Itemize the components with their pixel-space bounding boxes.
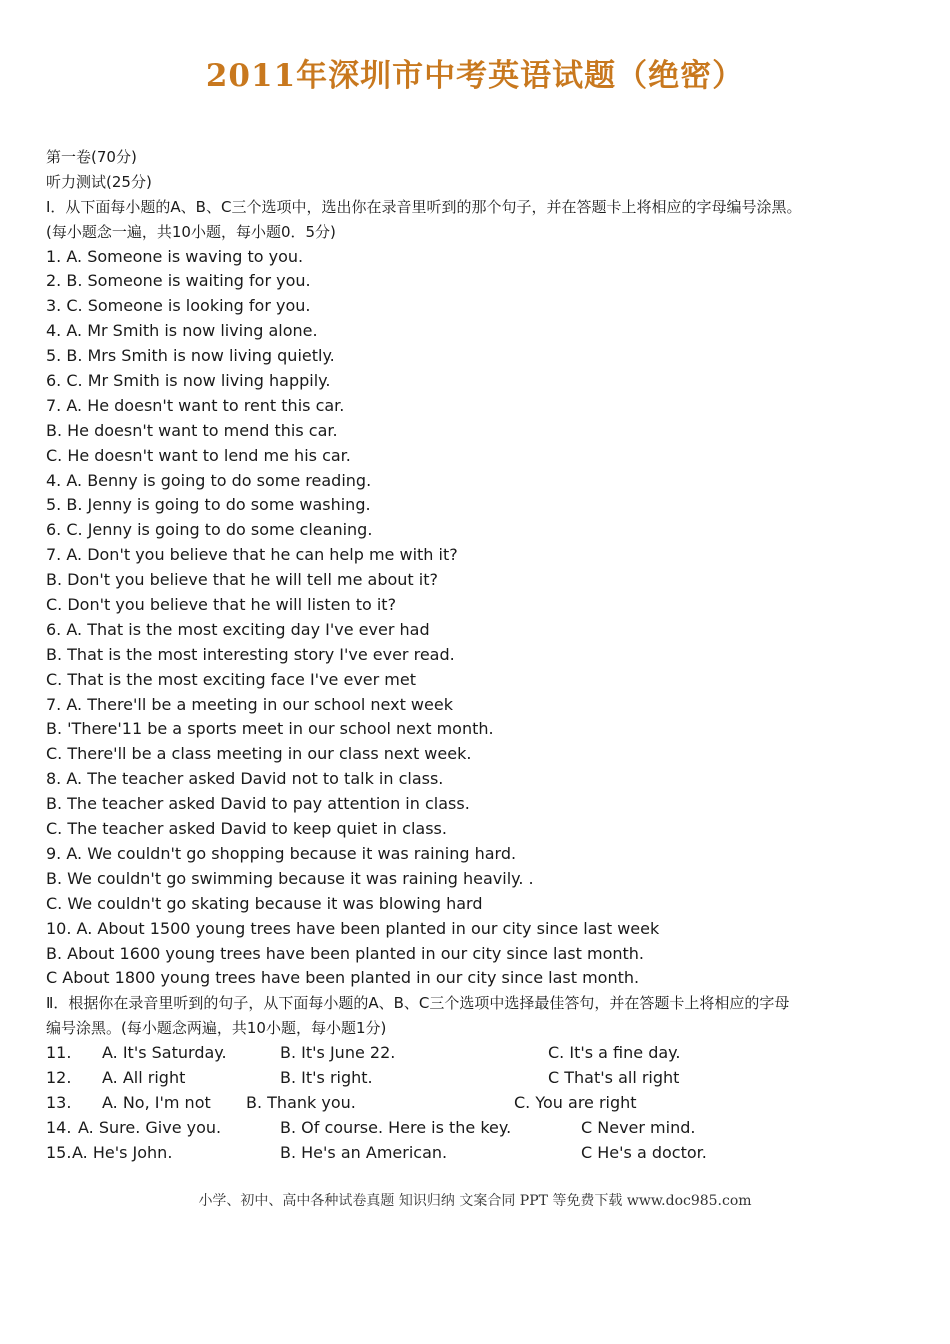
question-line: C. There'll be a class meeting in our class next week. [46,744,472,764]
option-c: C Never mind. [581,1117,696,1137]
answer-row [46,1041,916,1066]
option-b: B. He's an American. [280,1142,448,1162]
question-line: C About 1800 young trees have been planted in our city since last month. [46,968,640,988]
answer-row [46,1066,916,1091]
question-line: 7. A. He doesn't want to rent this car. [46,395,345,415]
question-line: 5. B. Mrs Smith is now living quietly. [46,346,335,366]
part-2-scoring: 编号涂黑。(每小题念两遍，共10小题，每小题1分) [46,1019,387,1038]
page-title: 2011年深圳市中考英语试题（绝密） [205,58,745,94]
exam-content [46,145,916,1166]
option-a: A. All right [102,1067,186,1087]
question-line: B. That is the most interesting story I've ever read. [46,644,455,664]
question-line: 3. C. Someone is looking for you. [46,296,311,316]
option-c: C He's a doctor. [581,1142,707,1162]
question-line: 5. B. Jenny is going to do some washing. [46,495,371,515]
answer-row [46,1091,916,1116]
part-1-scoring: (每小题念一遍，共10小题，每小题0．5分) [46,222,336,241]
question-line: 4. A. Mr Smith is now living alone. [46,321,318,341]
footer-text: 小学、初中、高中各种试卷真题 知识归纳 文案合同 PPT 等免费下载 www.doc985.com [198,1193,752,1209]
question-line: 6. C. Mr Smith is now living happily. [46,371,331,391]
option-a: A. Sure. Give you. [78,1117,222,1137]
section-header: 第一卷(70分) [46,148,137,166]
question-line: 9. A. We couldn't go shopping because it was raining hard. [46,843,517,863]
answer-row [46,1116,916,1141]
question-number: 12. [46,1067,72,1087]
option-b: B. Of course. Here is the key. [280,1117,512,1137]
option-a: A. He's John. [72,1142,173,1162]
question-line: 8. A. The teacher asked David not to talk in class. [46,769,444,789]
option-c: C That's all right [548,1067,680,1087]
listening-header: 听力测试(25分) [46,172,152,191]
question-line: B. About 1600 young trees have been planted in our city since last month. [46,943,644,963]
question-line: C. Don't you believe that he will listen to it? [46,595,397,615]
question-line: 2. B. Someone is waiting for you. [46,271,311,291]
option-b: B. It's right. [280,1067,373,1087]
question-line: 7. A. Don't you believe that he can help me with it? [46,545,458,565]
question-line: 4. A. Benny is going to do some reading. [46,470,372,490]
question-number: 13. [46,1092,72,1112]
part-1-instructions: I．从下面每小题的A、B、C三个选项中，选出你在录音里听到的那个句子，并在答题卡上将相应的字母编号涂黑。 [46,197,802,216]
option-b: B. It's June 22. [280,1043,396,1063]
question-line: B. 'There'11 be a sports meet in our school next month. [46,719,494,739]
part-2-instructions: Ⅱ．根据你在录音里听到的句子，从下面每小题的A、B、C三个选项中选择最佳答句，并在答题卡上将相应的字母 [46,994,790,1013]
question-number: 11. [46,1043,72,1063]
question-line: C. He doesn't want to lend me his car. [46,445,351,465]
question-line: B. We couldn't go swimming because it was raining heavily. . [46,868,534,888]
question-line: B. He doesn't want to mend this car. [46,420,338,440]
question-line: C. The teacher asked David to keep quiet in class. [46,819,447,839]
question-line: 6. A. That is the most exciting day I've ever had [46,619,430,639]
option-c: C. It's a fine day. [548,1043,681,1063]
answer-row [46,1141,916,1166]
question-number: 14. [46,1117,72,1137]
option-b: B. Thank you. [246,1092,356,1112]
question-line: B. The teacher asked David to pay attention in class. [46,794,470,814]
option-a: A. It's Saturday. [102,1043,227,1063]
question-line: B. Don't you believe that he will tell me about it? [46,570,438,590]
question-line: C. That is the most exciting face I've ever met [46,669,416,689]
question-number: 15. [46,1142,72,1162]
question-line: 7. A. There'll be a meeting in our school next week [46,694,453,714]
option-a: A. No, I'm not [102,1092,211,1112]
question-line: 1. A. Someone is waving to you. [46,246,304,266]
question-line: 6. C. Jenny is going to do some cleaning. [46,520,373,540]
question-line: 10. A. About 1500 young trees have been planted in our city since last week [46,918,660,938]
option-c: C. You are right [514,1092,637,1112]
question-line: C. We couldn't go skating because it was blowing hard [46,893,483,913]
